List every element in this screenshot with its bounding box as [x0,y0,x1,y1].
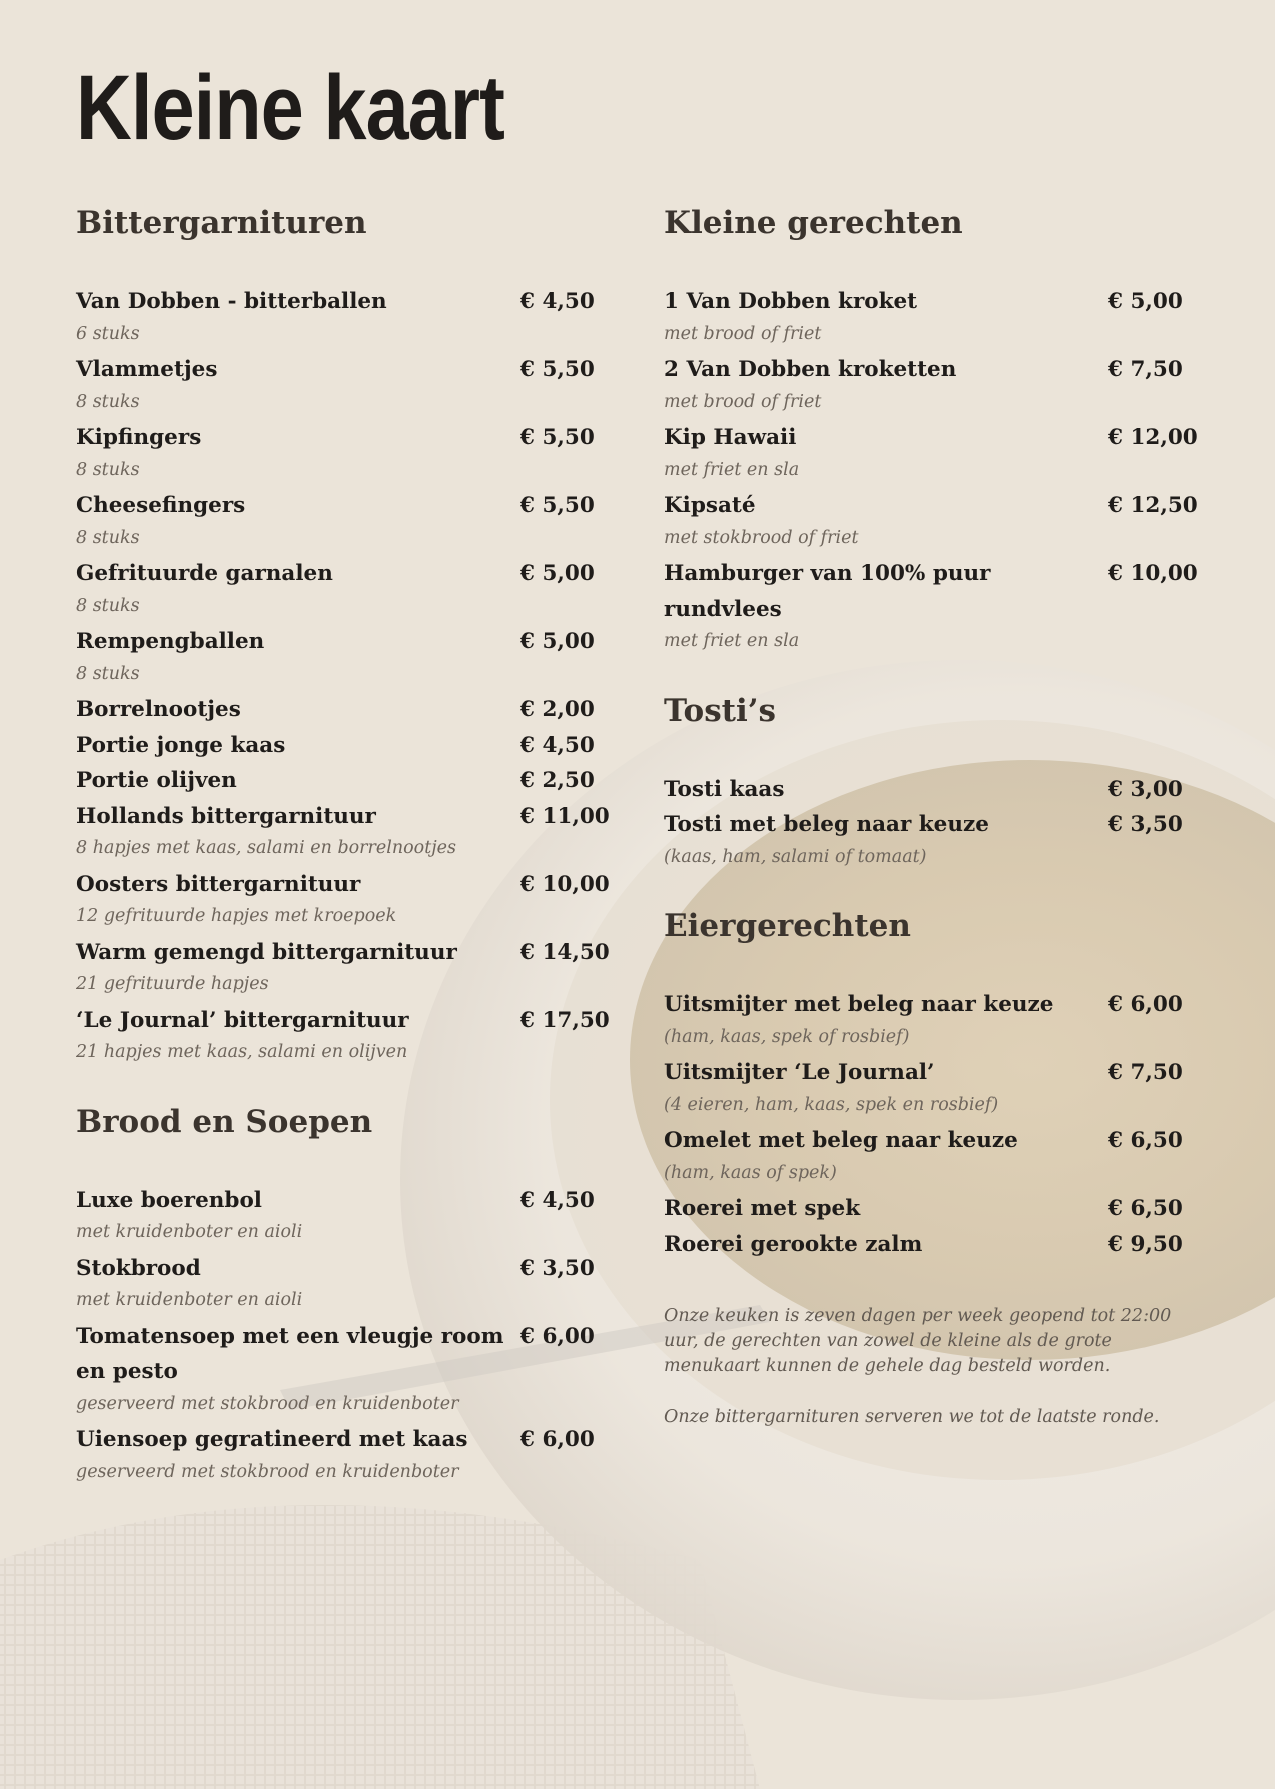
menu-item-row [664,488,1204,524]
menu-item [664,772,1204,808]
menu-item-row [76,284,616,320]
menu-item-name: 2 Van Dobben kroketten [664,357,957,382]
menu-item-name: Hollands bittergarnituur [76,803,376,829]
menu-item-price: € 9,50 [1108,1231,1183,1257]
right-sections [664,198,1204,1262]
menu-item-price: € 6,50 [1108,1196,1183,1221]
menu-item-row [76,420,616,456]
menu-item-name: Tomatensoep met een vleugje room en pesto [76,1323,504,1384]
menu-item-row [664,772,1204,808]
menu-item-row [664,987,1204,1023]
menu-item-price: € 10,00 [520,871,610,897]
menu-item-price: € 17,50 [520,1007,610,1033]
menu-item-name: Rempengballen [76,629,265,654]
footer-note: Onze keuken is zeven dagen per week geopend tot 22:00 uur, de gerechten van zowel de kleine als de grote menukaart kunnen de gehele dag besteld worden. [664,1306,1172,1376]
menu-item-row [76,1422,616,1458]
menu-item-name: Tosti kaas [664,776,785,802]
menu-item-row [664,420,1204,456]
menu-item-price: € 5,00 [520,629,595,654]
menu-item-row [76,1003,616,1039]
menu-item-name: Warm gemengd bittergarnituur [76,939,457,965]
menu-item-description: met friet en sla [664,631,800,651]
menu-item-row [76,1319,616,1390]
menu-item-price: € 4,50 [520,732,595,758]
menu-item-price: € 12,00 [1108,425,1198,450]
menu-item-row [76,352,616,388]
menu-item-row [664,284,1204,320]
menu-item-price: € 6,00 [1108,992,1183,1017]
menu-item-row [664,1123,1204,1159]
menu-item-name: Kip Hawaii [664,425,797,450]
menu-item-name: ‘Le Journal’ bittergarnituur [76,1007,409,1033]
menu-item-row [664,807,1204,843]
menu-item-row [664,1191,1204,1227]
menu-item-name: Stokbrood [76,1255,201,1281]
menu-item-description: (ham, kaas of spek) [664,1162,837,1183]
section-bittergarnituren [76,198,616,1071]
menu-item-list [76,1183,616,1491]
menu-item-name: Portie jonge kaas [76,732,286,758]
menu-item-price: € 6,00 [520,1323,595,1349]
menu-item-row [76,799,616,835]
menu-item-name: Cheesefingers [76,493,246,518]
menu-item-price: € 3,50 [1108,812,1183,837]
menu-item [76,1183,616,1251]
menu-item-name: Tosti met beleg naar keuze [664,812,989,837]
left-column [76,198,616,1516]
menu-item-description: (ham, kaas, spek of rosbief) [664,1026,910,1047]
section-title: Eiergerechten [664,908,911,944]
menu-item [76,1422,616,1490]
menu-item-description: 21 gefrituurde hapjes [76,974,269,994]
menu-item-name: Roerei met spek [664,1196,861,1221]
menu-item-name: Kipsaté [664,493,756,518]
menu-item-name: Uiensoep gegratineerd met kaas [76,1427,468,1452]
menu-item-name: Roerei gerookte zalm [664,1231,923,1257]
menu-item [76,799,616,867]
menu-item-name: Uitsmijter met beleg naar keuze [664,992,1054,1017]
menu-item-price: € 3,00 [1108,776,1183,802]
menu-item-price: € 4,50 [520,289,595,314]
menu-item-row [664,1055,1204,1091]
menu-item-list [664,772,1204,876]
menu-item-description: geserveerd met stokbrood en kruidenboter [76,1461,459,1482]
menu-item [664,488,1204,556]
menu-item-row [76,763,616,799]
menu-item-description: met kruidenboter en aioli [76,1290,303,1310]
menu-item [76,692,616,728]
menu-item-price: € 5,50 [520,493,595,518]
menu-item-description: met brood of friet [664,323,822,344]
menu-item-price: € 2,50 [520,768,595,793]
menu-item-row [76,728,616,764]
menu-item-price: € 12,50 [1108,493,1198,518]
menu-item [664,1055,1204,1123]
menu-item [664,420,1204,488]
menu-item-price: € 4,50 [520,1187,595,1213]
menu-item [76,1319,616,1423]
menu-item-description: 21 hapjes met kaas, salami en olijven [76,1042,408,1062]
menu-item-row [76,556,616,592]
menu-item-list [664,987,1204,1262]
menu-item-list [76,284,616,1071]
menu-item [76,488,616,556]
menu-item-name: Gefrituurde garnalen [76,561,333,586]
menu-item [664,352,1204,420]
menu-item [664,1191,1204,1227]
menu-item-price: € 14,50 [520,939,610,965]
section-brood-en-soepen [76,1097,616,1491]
menu-item-description: 8 stuks [76,391,140,412]
menu-item-price: € 5,00 [1108,289,1183,314]
menu-item [664,284,1204,352]
menu-item [76,1003,616,1071]
menu-item [76,763,616,799]
menu-item-description: 8 hapjes met kaas, salami en borrelnootjes [76,838,457,858]
menu-item-name: Van Dobben - bitterballen [76,289,387,314]
menu-item-name: Luxe boerenbol [76,1187,262,1213]
menu-item-row [76,692,616,728]
menu-item [664,556,1204,660]
menu-item-name: Hamburger van 100% puur rundvlees [664,561,991,622]
menu-item-description: (4 eieren, ham, kaas, spek en rosbief) [664,1094,999,1115]
menu-item-price: € 7,50 [1108,357,1183,382]
menu-item-row [76,935,616,971]
page-title: Kleine kaart [76,57,505,159]
menu-item [664,807,1204,875]
menu-item-description: 8 stuks [76,527,140,548]
menu-item-description: met friet en sla [664,459,800,480]
menu-item [76,284,616,352]
menu-item [76,352,616,420]
menu-item-name: 1 Van Dobben kroket [664,289,918,314]
menu-item-price: € 11,00 [520,803,610,829]
section-eiergerechten [664,901,1204,1262]
section-title: Kleine gerechten [664,205,963,241]
menu-item-description: 8 stuks [76,663,140,684]
section-title: Brood en Soepen [76,1103,373,1140]
menu-item-description: met stokbrood of friet [664,527,859,548]
menu-item-row [664,556,1204,627]
menu-item [664,1227,1204,1263]
menu-item-description: met kruidenboter en aioli [76,1222,303,1242]
menu-item-row [76,1183,616,1219]
menu-item-name: Oosters bittergarnituur [76,871,361,897]
footer-notes [664,1304,1204,1430]
menu-item [664,987,1204,1055]
menu-item-name: Uitsmijter ‘Le Journal’ [664,1060,935,1085]
menu-item-price: € 6,00 [520,1427,595,1452]
menu-item-description: 8 stuks [76,459,140,480]
menu-item-price: € 3,50 [520,1255,595,1281]
menu-item-price: € 6,50 [1108,1128,1183,1153]
menu-item-list [664,284,1204,660]
menu-item-price: € 5,00 [520,561,595,586]
menu-item-price: € 10,00 [1108,561,1198,586]
menu-item-price: € 5,50 [520,357,595,382]
menu-item-description: (kaas, ham, salami of tomaat) [664,846,927,867]
footer-note: Onze bittergarnituren serveren we tot de laatste ronde. [664,1407,1160,1427]
menu-item [76,1251,616,1319]
menu-item-row [664,1227,1204,1263]
menu-item [76,624,616,692]
menu-item [76,420,616,488]
menu-item [76,556,616,624]
section-title: Bittergarnituren [76,205,367,241]
right-column [664,198,1204,1456]
menu-item [76,728,616,764]
menu-item-description: 6 stuks [76,323,140,344]
menu-item-row [76,867,616,903]
menu-item [76,867,616,935]
menu-item-description: 8 stuks [76,595,140,616]
menu-item-name: Borrelnootjes [76,697,241,722]
menu-item [664,1123,1204,1191]
menu-item-price: € 2,00 [520,697,595,722]
section-tosti-s [664,686,1204,876]
menu-item-row [76,488,616,524]
menu-item-name: Kipfingers [76,425,202,450]
menu-item-name: Omelet met beleg naar keuze [664,1128,1018,1153]
menu-item-description: met brood of friet [664,391,822,412]
section-kleine-gerechten [664,198,1204,660]
menu-item-row [76,624,616,660]
menu-item-name: Portie olijven [76,768,237,793]
menu-item-row [664,352,1204,388]
menu-item-description: 12 gefrituurde hapjes met kroepoek [76,906,397,926]
menu-item-price: € 5,50 [520,425,595,450]
menu-item-row [76,1251,616,1287]
menu-item [76,935,616,1003]
section-title: Tosti’s [664,692,776,729]
menu-item-name: Vlammetjes [76,357,218,382]
menu-item-description: geserveerd met stokbrood en kruidenboter [76,1393,459,1414]
menu-item-price: € 7,50 [1108,1060,1183,1085]
